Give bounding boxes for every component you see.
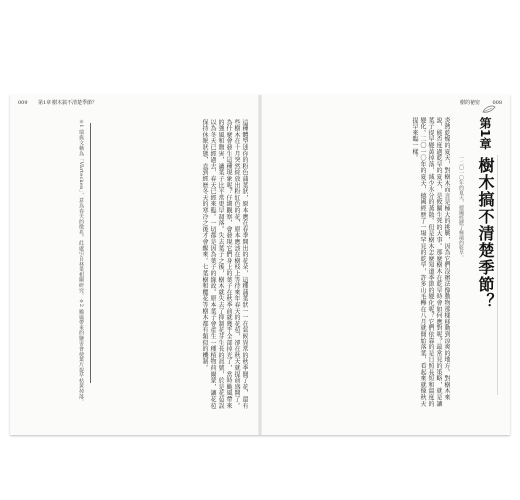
title-divider — [497, 155, 498, 395]
book-spread — [10, 95, 510, 435]
notes-divider — [90, 123, 91, 383]
running-title: 樹的祕密 — [459, 100, 480, 106]
chapter-title: 樹木搞不清楚季節？ — [476, 157, 495, 310]
running-title: 樹木搞不清楚季節？ — [52, 100, 98, 106]
chapter-label: 第1章 — [478, 117, 492, 150]
right-page — [260, 95, 510, 435]
page-number: 008 — [492, 100, 502, 106]
leaf-icon — [482, 105, 496, 114]
left-page — [10, 95, 260, 435]
chapter-note: 一二〇一〇年的夏天，德國經歷了極端的乾旱。 — [458, 155, 464, 260]
page-number: 009 — [18, 100, 28, 106]
body-text: 炎熱乾燥的夏天，對樹木而言是極大的挑戰，因為它們沒辦法像動物那樣移動到涼爽的地方。對樹木來說，能否度過乾旱的夏天，是攸關生死的大事。那麼樹木在乾旱時會如何應對呢？最常見的策略，就是讓葉子提早變黃掉落，減少水分的蒸散。但是樹木怎麼知道季節的變化呢？它們依靠的是日照長短和溫度的變化。二〇一〇年的夏天，德國經歷了一場罕見的乾旱，許多山毛櫸在八月就開始落葉，看起來就像秋天提早來臨一樣。 — [411, 117, 450, 407]
footnotes: ＊1 瑞典文稱為「Vårtecken」，意為春天的徵兆。此處引自林業相關研究。＊2 颱風帶來的鹽害會使葉片提早枯黃掉落。 — [78, 119, 84, 405]
chapter-marker: 第1章 — [38, 100, 52, 106]
body-text: 這種體型迷你的粉色蒲葉狀，原本應在春季開出的花朵，這種蒲葉狀一一在氣候異常的秋季開了花，還有些樹木在十月突然綻放出粉紅色的花，原本應該在樹枝上等待來年春天的花苞，卻在秋天就提前盛開了。為什麼會發生這種現象呢？仔細觀察，會發現它們身上的葉子在秋季前就幾乎全部掉光了，當時颱風帶來的強風和鹽害，讓葉子比平常更早凋落。失去葉子之後，樹木就失去了抑制花芽生長的訊號，於是花苞誤以為冬天已經過去，春天已經來臨。一切都是因為葉子的緣故。原本葉子會產生一種植物荷爾蒙，讓花苞保持休眠狀態，直到經歷冬天的寒冷之後才會醒來。七葉樹和櫻花等樹木都有類似的機制。 — [201, 119, 248, 409]
